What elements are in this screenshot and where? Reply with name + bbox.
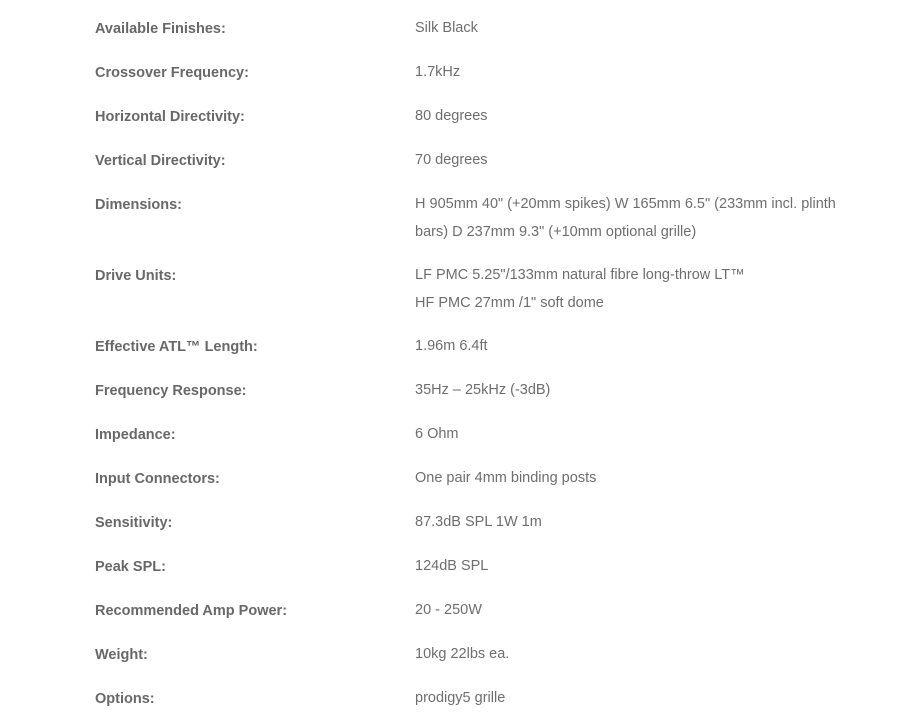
spec-value — [415, 14, 865, 43]
spec-label: Frequency Response: — [95, 383, 247, 399]
spec-label: Input Connectors: — [95, 471, 220, 487]
spec-label: Options: — [95, 691, 155, 707]
spec-value — [415, 146, 865, 175]
spec-row-sensitivity — [95, 508, 865, 552]
spec-label: Impedance: — [95, 427, 176, 443]
spec-value — [415, 684, 865, 713]
spec-row-peak-spl — [95, 552, 865, 596]
spec-value — [415, 464, 865, 493]
spec-row-effective-atl-length — [95, 332, 865, 376]
spec-value-line: 10kg 22lbs ea. — [415, 646, 510, 662]
spec-value-line: 87.3dB SPL 1W 1m — [415, 514, 542, 530]
spec-value-line: 1.96m 6.4ft — [415, 338, 488, 354]
spec-value-line: 80 degrees — [415, 108, 488, 124]
spec-label: Recommended Amp Power: — [95, 603, 288, 619]
spec-label: Crossover Frequency: — [95, 65, 249, 81]
spec-row-options — [95, 684, 865, 728]
spec-value-line: HF PMC 27mm /1" soft dome — [415, 295, 604, 311]
spec-row-recommended-amp-power — [95, 596, 865, 640]
spec-value-line: 6 Ohm — [415, 426, 459, 442]
spec-value — [415, 596, 865, 625]
spec-value-line: 1.7kHz — [415, 64, 461, 80]
spec-label: Dimensions: — [95, 197, 183, 213]
spec-value-line: LF PMC 5.25"/133mm natural fibre long-throw LT™ — [415, 267, 745, 283]
spec-row-drive-units — [95, 261, 865, 332]
spec-label: Drive Units: — [95, 268, 177, 284]
spec-label: Effective ATL™ Length: — [95, 339, 258, 355]
spec-value — [415, 102, 865, 131]
spec-value — [415, 261, 865, 317]
spec-row-weight — [95, 640, 865, 684]
spec-row-vertical-directivity — [95, 146, 865, 190]
spec-value — [415, 508, 865, 537]
spec-value-line: prodigy5 grille — [415, 690, 506, 706]
spec-table — [95, 14, 865, 728]
spec-row-available-finishes — [95, 14, 865, 58]
spec-label: Weight: — [95, 647, 148, 663]
spec-label: Available Finishes: — [95, 21, 226, 37]
spec-value-line: bars) D 237mm 9.3" (+10mm optional grille) — [415, 224, 697, 240]
spec-row-crossover-frequency — [95, 58, 865, 102]
spec-value-line: 124dB SPL — [415, 558, 489, 574]
spec-value-line: 20 - 250W — [415, 602, 482, 618]
spec-value-line: 70 degrees — [415, 152, 488, 168]
spec-value — [415, 190, 865, 246]
spec-value-line: Silk Black — [415, 20, 478, 36]
spec-label: Sensitivity: — [95, 515, 173, 531]
spec-row-impedance — [95, 420, 865, 464]
spec-value — [415, 332, 865, 361]
spec-value — [415, 420, 865, 449]
spec-value-line: H 905mm 40" (+20mm spikes) W 165mm 6.5" (233mm incl. plinth — [415, 196, 836, 212]
spec-label: Vertical Directivity: — [95, 153, 226, 169]
spec-value — [415, 58, 865, 87]
spec-row-input-connectors — [95, 464, 865, 508]
spec-label: Horizontal Directivity: — [95, 109, 245, 125]
spec-row-horizontal-directivity — [95, 102, 865, 146]
spec-value-line: 35Hz – 25kHz (-3dB) — [415, 382, 551, 398]
spec-value — [415, 376, 865, 405]
spec-value-line: One pair 4mm binding posts — [415, 470, 597, 486]
spec-row-frequency-response — [95, 376, 865, 420]
spec-label: Peak SPL: — [95, 559, 166, 575]
spec-value — [415, 640, 865, 669]
spec-value — [415, 552, 865, 581]
spec-row-dimensions — [95, 190, 865, 261]
